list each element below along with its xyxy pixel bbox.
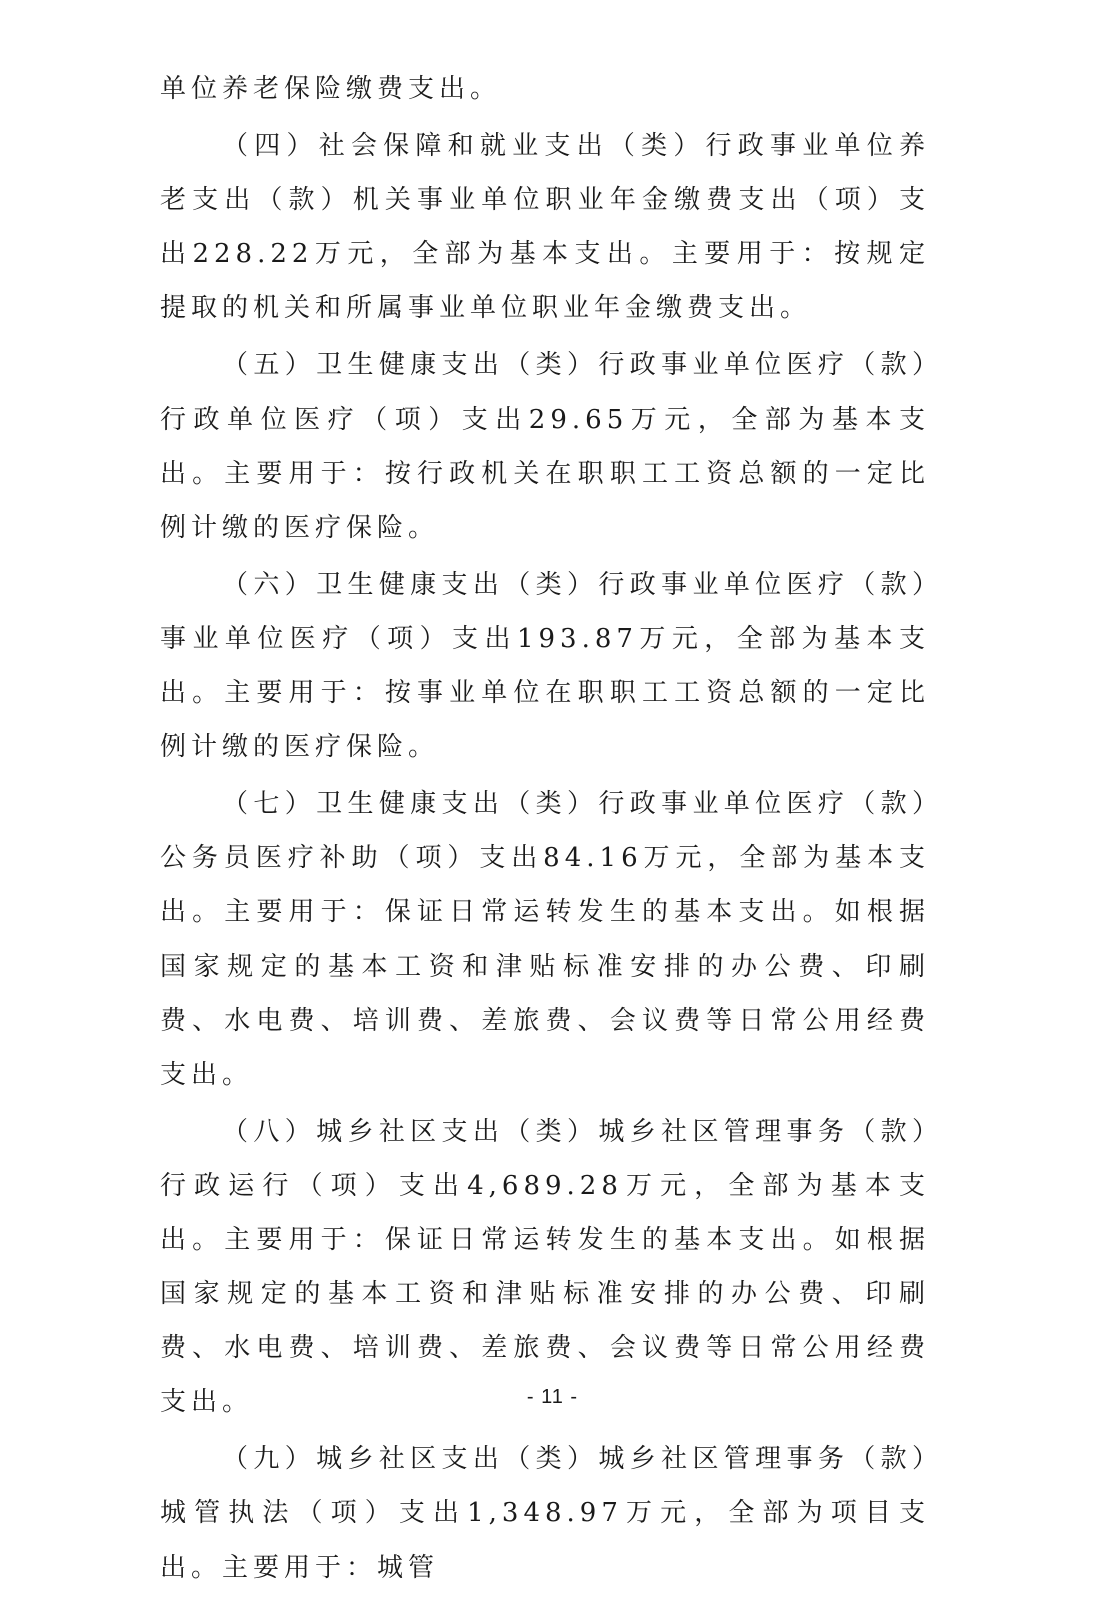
paragraph-item-7: （七）卫生健康支出（类）行政事业单位医疗（款）公务员医疗补助（项）支出84.16万元，全部为基本支出。主要用于：保证日常运转发生的基本支出。如根据国家规定的基本工资和津贴标准安排的办公费、印刷费、水电费、培训费、差旅费、会议费等日常公用经费支出。: [160, 789, 930, 1090]
page-number: - 11 -: [526, 1386, 579, 1408]
paragraph-item-9: （九）城乡社区支出（类）城乡社区管理事务（款）城管执法（项）支出1,348.97万元，全部为项目支出。主要用于：城管: [160, 1444, 930, 1583]
paragraph-item-8: （八）城乡社区支出（类）城乡社区管理事务（款）行政运行（项）支出4,689.28万元，全部为基本支出。主要用于：保证日常运转发生的基本支出。如根据国家规定的基本工资和津贴标准安排的办公费、印刷费、水电费、培训费、差旅费、会议费等日常公用经费支出。: [160, 1116, 930, 1418]
paragraph-item-4: （四）社会保障和就业支出（类）行政事业单位养老支出（款）机关事业单位职业年金缴费支出（项）支出228.22万元，全部为基本支出。主要用于：按规定提取的机关和所属事业单位职业年金缴费支出。: [160, 131, 930, 324]
paragraph-continuation: 单位养老保险缴费支出。: [160, 74, 502, 104]
paragraph-item-6: （六）卫生健康支出（类）行政事业单位医疗（款）事业单位医疗（项）支出193.87万元，全部为基本支出。主要用于：按事业单位在职职工工资总额的一定比例计缴的医疗保险。: [160, 569, 930, 763]
body-text: [160, 62, 930, 1598]
paragraph-item-5: （五）卫生健康支出（类）行政事业单位医疗（款）行政单位医疗（项）支出29.65万元，全部为基本支出。主要用于：按行政机关在职职工工资总额的一定比例计缴的医疗保险。: [160, 350, 930, 543]
